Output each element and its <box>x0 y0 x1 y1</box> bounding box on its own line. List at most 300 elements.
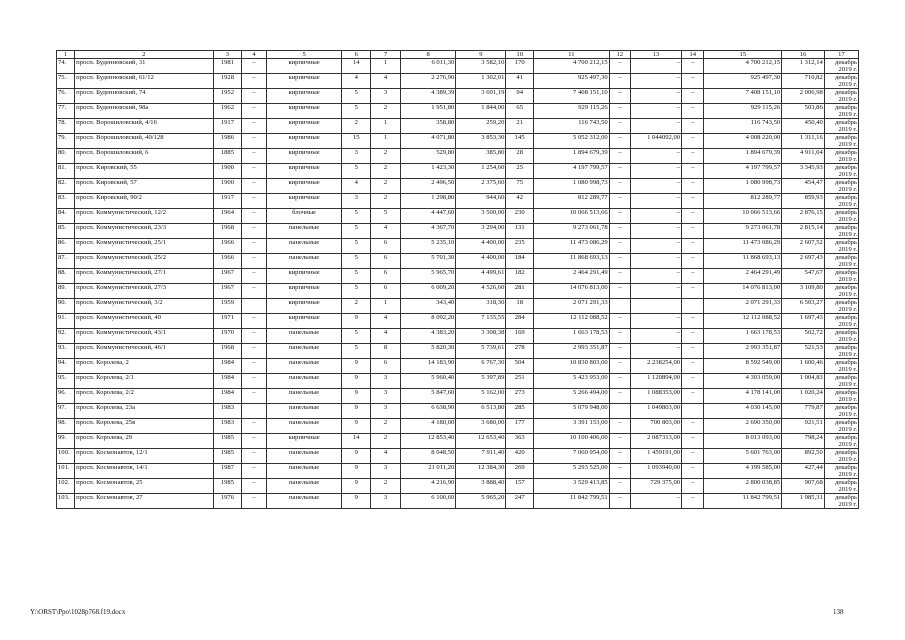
cell-cost-per-sqm: 547,67 <box>782 269 825 284</box>
cell-completion-date: декабрь 2019 г. <box>824 239 858 254</box>
column-number-2: 2 <box>75 51 213 59</box>
cell-total-cost: 2 993 351,87 <box>534 344 610 359</box>
cell-row-number: 97. <box>57 404 75 419</box>
cell-col-14: – <box>682 149 704 164</box>
cell-floors: 9 <box>342 374 371 389</box>
cell-year-built: 1987 <box>213 464 242 479</box>
column-number-6: 6 <box>342 51 371 59</box>
cell-entrances: 4 <box>371 74 401 89</box>
cell-wall-material: панельные <box>266 254 342 269</box>
cell-total-cost: 5 293 525,00 <box>534 464 610 479</box>
cell-living-area: 6 767,30 <box>456 359 506 374</box>
cell-row-number: 101. <box>57 464 75 479</box>
cell-year-reconstruction: – <box>242 479 266 494</box>
cell-total-cost: 12 112 088,52 <box>534 314 610 329</box>
cell-entrances: 3 <box>371 374 401 389</box>
cell-living-area: 3 853,30 <box>456 134 506 149</box>
cell-entrances: 3 <box>371 464 401 479</box>
cell-cost-per-sqm: 2 876,15 <box>782 209 825 224</box>
cell-floors: 3 <box>342 194 371 209</box>
cell-total-area: 5 820,30 <box>400 344 455 359</box>
cell-address: просп. Королева, 29 <box>75 434 213 449</box>
table-row <box>57 104 859 119</box>
cell-cost-per-sqm: 450,40 <box>782 119 825 134</box>
cell-year-reconstruction: – <box>242 119 266 134</box>
cell-floors: 5 <box>342 164 371 179</box>
cell-co-financing: – <box>630 314 681 329</box>
cell-entrances: 2 <box>371 104 401 119</box>
cell-total-cost: 1 894 679,39 <box>534 149 610 164</box>
cell-total-area: 4 071,80 <box>400 134 455 149</box>
cell-year-reconstruction: – <box>242 224 266 239</box>
cell-subsidy: 4 008 220,00 <box>704 134 782 149</box>
cell-co-financing: – <box>630 254 681 269</box>
cell-wall-material: панельные <box>266 374 342 389</box>
cell-year-reconstruction: – <box>242 74 266 89</box>
cell-col-14: – <box>682 239 704 254</box>
cell-floors: 5 <box>342 329 371 344</box>
column-number-14: 14 <box>682 51 704 59</box>
cell-living-area: 3 888,40 <box>456 479 506 494</box>
cell-year-built: 1981 <box>213 59 242 74</box>
cell-co-financing: – <box>630 344 681 359</box>
cell-row-number: 77. <box>57 104 75 119</box>
cell-residents: 285 <box>506 404 534 419</box>
cell-year-reconstruction: – <box>242 329 266 344</box>
cell-year-reconstruction: – <box>242 239 266 254</box>
cell-address: просп. Буденновский, 61/12 <box>75 74 213 89</box>
cell-year-reconstruction: – <box>242 179 266 194</box>
cell-row-number: 90. <box>57 299 75 314</box>
cell-floors: 5 <box>342 254 371 269</box>
cell-wall-material: кирпичные <box>266 89 342 104</box>
cell-subsidy: 4 700 212,15 <box>704 59 782 74</box>
cell-col-14: – <box>682 374 704 389</box>
cell-wall-material: панельные <box>266 479 342 494</box>
cell-row-number: 76. <box>57 89 75 104</box>
cell-col-14: – <box>682 164 704 179</box>
cell-year-built: 1983 <box>213 404 242 419</box>
cell-col-14: – <box>682 329 704 344</box>
cell-year-built: 1952 <box>213 89 242 104</box>
cell-col-14: – <box>682 104 704 119</box>
cell-total-cost: 4 197 799,57 <box>534 164 610 179</box>
cell-subsidy: 1 894 679,39 <box>704 149 782 164</box>
cell-year-reconstruction: – <box>242 284 266 299</box>
cell-cost-per-sqm: 2 697,43 <box>782 254 825 269</box>
cell-col-12: – <box>609 134 630 149</box>
cell-col-12 <box>609 299 630 314</box>
cell-entrances: 2 <box>371 149 401 164</box>
cell-year-reconstruction: – <box>242 389 266 404</box>
cell-co-financing: 1 459191,00 <box>630 449 681 464</box>
cell-total-cost: 4 700 212,15 <box>534 59 610 74</box>
cell-total-cost: 3 391 153,00 <box>534 419 610 434</box>
cell-total-cost: 14 076 813,00 <box>534 284 610 299</box>
cell-entrances: 6 <box>371 359 401 374</box>
cell-completion-date: декабрь 2019 г. <box>824 59 858 74</box>
cell-entrances: 4 <box>371 449 401 464</box>
table-row <box>57 434 859 449</box>
cell-living-area: 3 582,10 <box>456 59 506 74</box>
cell-living-area: 3 308,38 <box>456 329 506 344</box>
table-row <box>57 209 859 224</box>
cell-residents: 420 <box>506 449 534 464</box>
cell-subsidy: 1 663 178,53 <box>704 329 782 344</box>
cell-living-area: 6 513,80 <box>456 404 506 419</box>
cell-entrances: 6 <box>371 254 401 269</box>
cell-year-built: 1986 <box>213 134 242 149</box>
cell-residents: 42 <box>506 194 534 209</box>
cell-cost-per-sqm: 1 311,16 <box>782 134 825 149</box>
cell-year-built: 1928 <box>213 74 242 89</box>
table-row <box>57 374 859 389</box>
cell-subsidy: 9 273 061,78 <box>704 224 782 239</box>
cell-cost-per-sqm: 427,44 <box>782 464 825 479</box>
cell-row-number: 84. <box>57 209 75 224</box>
cell-wall-material: кирпичные <box>266 119 342 134</box>
cell-address: просп. Космонавтов, 14/1 <box>75 464 213 479</box>
cell-wall-material: кирпичные <box>266 59 342 74</box>
cell-entrances: 1 <box>371 119 401 134</box>
cell-wall-material: панельные <box>266 419 342 434</box>
cell-subsidy: 4 030 145,00 <box>704 404 782 419</box>
cell-wall-material: кирпичные <box>266 179 342 194</box>
cell-cost-per-sqm: 1 985,31 <box>782 494 825 509</box>
cell-subsidy: 14 076 813,00 <box>704 284 782 299</box>
cell-co-financing: – <box>630 104 681 119</box>
cell-floors: 4 <box>342 179 371 194</box>
cell-year-reconstruction: – <box>242 149 266 164</box>
cell-total-cost: 5 079 948,00 <box>534 404 610 419</box>
cell-col-12: – <box>609 449 630 464</box>
cell-cost-per-sqm: 502,72 <box>782 329 825 344</box>
cell-col-12: – <box>609 179 630 194</box>
cell-co-financing: 1 093940,00 <box>630 464 681 479</box>
cell-total-area: 2 496,50 <box>400 179 455 194</box>
cell-floors: 5 <box>342 104 371 119</box>
cell-row-number: 103. <box>57 494 75 509</box>
table-row <box>57 224 859 239</box>
cell-cost-per-sqm: 907,68 <box>782 479 825 494</box>
page-number: 138 <box>833 608 844 616</box>
cell-col-14: – <box>682 224 704 239</box>
cell-total-cost: 9 273 061,78 <box>534 224 610 239</box>
cell-completion-date: декабрь 2019 г. <box>824 314 858 329</box>
cell-entrances: 2 <box>371 179 401 194</box>
cell-row-number: 100. <box>57 449 75 464</box>
cell-year-reconstruction: – <box>242 104 266 119</box>
cell-residents: 21 <box>506 119 534 134</box>
cell-residents: 251 <box>506 374 534 389</box>
cell-year-built: 1959 <box>213 299 242 314</box>
cell-subsidy: 12 112 088,52 <box>704 314 782 329</box>
cell-col-14: – <box>682 359 704 374</box>
cell-year-reconstruction: – <box>242 419 266 434</box>
cell-col-14: – <box>682 314 704 329</box>
cell-col-14: – <box>682 449 704 464</box>
cell-completion-date: декабрь 2019 г. <box>824 494 858 509</box>
cell-entrances: 2 <box>371 479 401 494</box>
cell-col-14 <box>682 404 704 419</box>
column-number-1: 1 <box>57 51 75 59</box>
cell-total-area: 5 701,30 <box>400 254 455 269</box>
cell-total-area: 5 235,10 <box>400 239 455 254</box>
table-row <box>57 419 859 434</box>
cell-wall-material: панельные <box>266 449 342 464</box>
cell-col-14: – <box>682 419 704 434</box>
cell-total-area: 4 180,00 <box>400 419 455 434</box>
cell-address: просп. Королева, 23а <box>75 404 213 419</box>
cell-entrances: 1 <box>371 134 401 149</box>
cell-subsidy: 116 743,50 <box>704 119 782 134</box>
cell-row-number: 82. <box>57 179 75 194</box>
cell-cost-per-sqm: 1 020,24 <box>782 389 825 404</box>
cell-completion-date: декабрь 2019 г. <box>824 224 858 239</box>
cell-row-number: 86. <box>57 239 75 254</box>
table-row <box>57 269 859 284</box>
cell-co-financing: – <box>630 59 681 74</box>
cell-completion-date: декабрь 2019 г. <box>824 194 858 209</box>
cell-col-12: – <box>609 209 630 224</box>
cell-cost-per-sqm: 454,47 <box>782 179 825 194</box>
cell-year-reconstruction: – <box>242 359 266 374</box>
cell-row-number: 74. <box>57 59 75 74</box>
table-row <box>57 179 859 194</box>
cell-total-cost: 10 066 513,66 <box>534 209 610 224</box>
cell-residents: 278 <box>506 344 534 359</box>
cell-completion-date: декабрь 2019 г. <box>824 269 858 284</box>
cell-co-financing: – <box>630 494 681 509</box>
cell-col-14: – <box>682 179 704 194</box>
cell-residents: 18 <box>506 299 534 314</box>
cell-residents: 269 <box>506 464 534 479</box>
cell-row-number: 87. <box>57 254 75 269</box>
cell-col-14: – <box>682 89 704 104</box>
cell-year-reconstruction <box>242 404 266 419</box>
cell-col-14: – <box>682 119 704 134</box>
cell-residents: 230 <box>506 209 534 224</box>
cell-row-number: 96. <box>57 389 75 404</box>
cell-completion-date: декабрь 2019 г. <box>824 374 858 389</box>
cell-co-financing: – <box>630 179 681 194</box>
cell-cost-per-sqm: 1 312,14 <box>782 59 825 74</box>
cell-col-14: – <box>682 389 704 404</box>
cell-year-reconstruction: – <box>242 59 266 74</box>
cell-entrances: 6 <box>371 239 401 254</box>
cell-address: просп. Буденновский, 98а <box>75 104 213 119</box>
cell-co-financing: – <box>630 209 681 224</box>
column-number-17: 17 <box>824 51 858 59</box>
cell-co-financing: 1 088353,00 <box>630 389 681 404</box>
cell-entrances: 8 <box>371 344 401 359</box>
cell-row-number: 91. <box>57 314 75 329</box>
table-row <box>57 164 859 179</box>
cell-address: просп. Коммунистический, 43/1 <box>75 329 213 344</box>
cell-row-number: 93. <box>57 344 75 359</box>
cell-total-cost: 11 842 799,51 <box>534 494 610 509</box>
cell-year-built: 1985 <box>213 434 242 449</box>
cell-cost-per-sqm: 503,86 <box>782 104 825 119</box>
cell-subsidy: 812 289,77 <box>704 194 782 209</box>
cell-living-area: 5 162,00 <box>456 389 506 404</box>
table-row <box>57 119 859 134</box>
cell-year-reconstruction: – <box>242 269 266 284</box>
cell-col-12: – <box>609 284 630 299</box>
cell-row-number: 79. <box>57 134 75 149</box>
cell-address: просп. Ворошиловский, 4/16 <box>75 119 213 134</box>
cell-co-financing: – <box>630 119 681 134</box>
cell-living-area: 4 400,00 <box>456 254 506 269</box>
cell-address: просп. Коммунистический, 25/1 <box>75 239 213 254</box>
cell-living-area: 4 526,60 <box>456 284 506 299</box>
cell-completion-date: декабрь 2019 г. <box>824 299 858 314</box>
cell-co-financing: 729 375,00 <box>630 479 681 494</box>
cell-year-built: 1968 <box>213 344 242 359</box>
cell-entrances: 3 <box>371 389 401 404</box>
cell-col-12: – <box>609 494 630 509</box>
cell-floors: 15 <box>342 134 371 149</box>
cell-floors: 5 <box>342 209 371 224</box>
cell-col-14: – <box>682 344 704 359</box>
cell-total-area: 4 216,90 <box>400 479 455 494</box>
cell-row-number: 92. <box>57 329 75 344</box>
cell-completion-date: декабрь 2019 г. <box>824 404 858 419</box>
cell-cost-per-sqm: 892,50 <box>782 449 825 464</box>
table-row <box>57 449 859 464</box>
cell-cost-per-sqm: 3 109,80 <box>782 284 825 299</box>
cell-col-12: – <box>609 374 630 389</box>
cell-subsidy: 2 993 351,87 <box>704 344 782 359</box>
cell-living-area: 3 294,00 <box>456 224 506 239</box>
cell-address: просп. Коммунистический, 23/3 <box>75 224 213 239</box>
cell-entrances: 4 <box>371 224 401 239</box>
cell-entrances: 4 <box>371 314 401 329</box>
cell-col-12: – <box>609 464 630 479</box>
cell-residents: 363 <box>506 434 534 449</box>
cell-residents: 504 <box>506 359 534 374</box>
cell-floors: 5 <box>342 269 371 284</box>
cell-subsidy: 8 592 549,00 <box>704 359 782 374</box>
cell-total-cost: 1 080 998,73 <box>534 179 610 194</box>
cell-col-14: – <box>682 464 704 479</box>
column-number-10: 10 <box>506 51 534 59</box>
table-row <box>57 329 859 344</box>
cell-total-cost: 925 497,30 <box>534 74 610 89</box>
cell-row-number: 75. <box>57 74 75 89</box>
cell-completion-date: декабрь 2019 г. <box>824 419 858 434</box>
cell-entrances: 1 <box>371 299 401 314</box>
footer-file-path: Y:\ORST\Ppo\1028p768.f19.docx <box>30 608 126 616</box>
cell-year-reconstruction: – <box>242 134 266 149</box>
cell-residents: 235 <box>506 239 534 254</box>
cell-total-area: 358,80 <box>400 119 455 134</box>
cell-col-12: – <box>609 164 630 179</box>
cell-residents: 145 <box>506 134 534 149</box>
table-row <box>57 299 859 314</box>
cell-col-12: – <box>609 239 630 254</box>
cell-wall-material: кирпичные <box>266 314 342 329</box>
cell-col-12: – <box>609 224 630 239</box>
cell-living-area: 318,30 <box>456 299 506 314</box>
cell-year-built: 1984 <box>213 374 242 389</box>
cell-address: просп. Коммунистический, 27/1 <box>75 269 213 284</box>
cell-col-14: – <box>682 134 704 149</box>
cell-row-number: 80. <box>57 149 75 164</box>
cell-floors: 9 <box>342 404 371 419</box>
cell-year-reconstruction: – <box>242 194 266 209</box>
cell-completion-date: декабрь 2019 г. <box>824 344 858 359</box>
cell-col-14: – <box>682 194 704 209</box>
table-row <box>57 464 859 479</box>
cell-cost-per-sqm: 1 004,83 <box>782 374 825 389</box>
cell-row-number: 99. <box>57 434 75 449</box>
cell-floors: 14 <box>342 59 371 74</box>
cell-cost-per-sqm: 710,82 <box>782 74 825 89</box>
cell-living-area: 385,80 <box>456 149 506 164</box>
cell-year-built: 1966 <box>213 254 242 269</box>
cell-co-financing: – <box>630 224 681 239</box>
cell-floors: 9 <box>342 419 371 434</box>
cell-residents: 182 <box>506 269 534 284</box>
cell-entrances: 2 <box>371 434 401 449</box>
cell-wall-material: кирпичные <box>266 269 342 284</box>
cell-completion-date: декабрь 2019 г. <box>824 284 858 299</box>
cell-year-reconstruction <box>242 299 266 314</box>
column-number-9: 9 <box>456 51 506 59</box>
column-number-12: 12 <box>609 51 630 59</box>
cell-residents: 281 <box>506 284 534 299</box>
cell-total-area: 2 276,90 <box>400 74 455 89</box>
cell-subsidy: 4 178 141,00 <box>704 389 782 404</box>
cell-col-12: – <box>609 479 630 494</box>
cell-total-area: 1 423,30 <box>400 164 455 179</box>
cell-year-reconstruction: – <box>242 164 266 179</box>
cell-year-built: 1917 <box>213 194 242 209</box>
cell-completion-date: декабрь 2019 г. <box>824 254 858 269</box>
cell-subsidy: 929 115,26 <box>704 104 782 119</box>
cell-floors: 3 <box>342 149 371 164</box>
table-row <box>57 284 859 299</box>
cell-col-12: – <box>609 254 630 269</box>
cell-floors: 5 <box>342 224 371 239</box>
cell-completion-date: декабрь 2019 г. <box>824 449 858 464</box>
cell-total-area: 1 951,80 <box>400 104 455 119</box>
cell-living-area: 12 384,30 <box>456 464 506 479</box>
cell-living-area: 4 499,61 <box>456 269 506 284</box>
cell-year-built: 1976 <box>213 494 242 509</box>
cell-residents: 75 <box>506 179 534 194</box>
cell-address: просп. Кировский, 55 <box>75 164 213 179</box>
cell-total-area: 1 298,80 <box>400 194 455 209</box>
cell-row-number: 94. <box>57 359 75 374</box>
column-number-row <box>57 51 859 59</box>
cell-address: просп. Космонавтов, 12/1 <box>75 449 213 464</box>
cell-total-area: 4 447,60 <box>400 209 455 224</box>
cell-row-number: 85. <box>57 224 75 239</box>
cell-completion-date: декабрь 2019 г. <box>824 434 858 449</box>
cell-cost-per-sqm: 921,51 <box>782 419 825 434</box>
cell-total-area: 8 048,50 <box>400 449 455 464</box>
table-row <box>57 74 859 89</box>
cell-row-number: 78. <box>57 119 75 134</box>
cell-wall-material: кирпичные <box>266 299 342 314</box>
cell-co-financing: – <box>630 194 681 209</box>
cell-entrances: 6 <box>371 269 401 284</box>
cell-total-area: 4 389,39 <box>400 89 455 104</box>
cell-total-area: 4 383,20 <box>400 329 455 344</box>
cell-address: просп. Ворошиловский, 40/128 <box>75 134 213 149</box>
